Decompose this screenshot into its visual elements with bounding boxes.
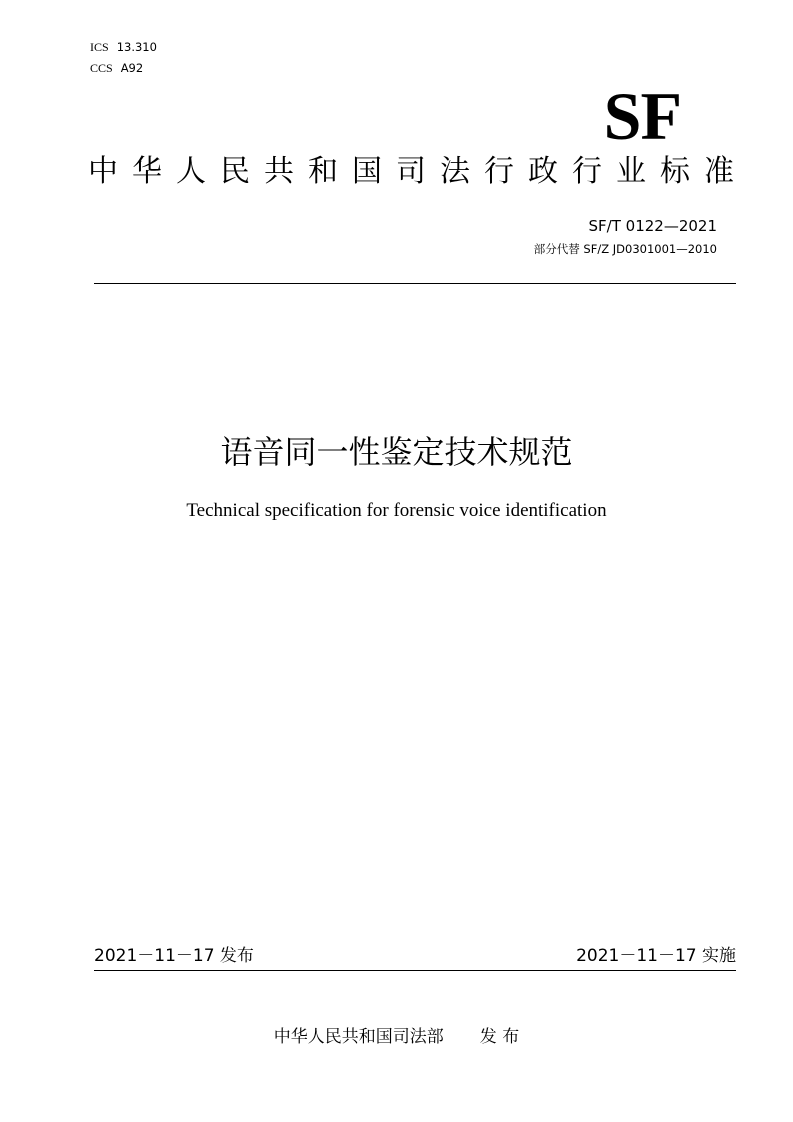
ccs-classification <box>90 61 143 75</box>
ics-classification <box>90 40 157 54</box>
publish-action: 发 布 <box>479 1027 520 1047</box>
category-char: 行 <box>572 154 602 189</box>
publisher-line <box>0 1024 793 1050</box>
sf-logo: SF <box>603 78 681 154</box>
category-char: 和 <box>308 154 338 189</box>
document-title-cn: 语音同一性鉴定技术规范 <box>220 433 573 471</box>
publisher-name: 中华人民共和国司法部 <box>273 1027 444 1047</box>
header-divider <box>94 283 736 284</box>
issue-date: 2021－11－17 发布 <box>94 946 254 966</box>
category-char: 共 <box>264 154 294 189</box>
category-char: 人 <box>176 154 206 189</box>
ccs-label: CCS <box>90 61 113 75</box>
category-char: 行 <box>484 154 514 189</box>
category-char: 国 <box>352 154 382 189</box>
ccs-value: A92 <box>120 61 144 75</box>
standard-number: SF/T 0122—2021 <box>588 217 717 235</box>
standard-category-title <box>88 150 734 194</box>
footer-divider <box>94 970 736 971</box>
category-char: 华 <box>132 154 162 189</box>
category-char: 民 <box>220 154 250 189</box>
category-char: 法 <box>440 154 470 189</box>
category-char: 业 <box>616 154 646 189</box>
category-char: 政 <box>528 154 558 189</box>
replaces-standard: 部分代替 SF/Z JD0301001—2010 <box>533 242 717 256</box>
document-title-en: Technical specification for forensic voice identification <box>186 500 607 521</box>
ics-label: ICS <box>90 40 109 54</box>
implementation-date: 2021－11－17 实施 <box>576 946 736 966</box>
category-char: 司 <box>396 154 426 189</box>
category-char: 中 <box>88 154 118 189</box>
category-char: 标 <box>660 154 690 189</box>
ics-value: 13.310 <box>116 40 157 54</box>
category-char: 准 <box>704 154 734 189</box>
